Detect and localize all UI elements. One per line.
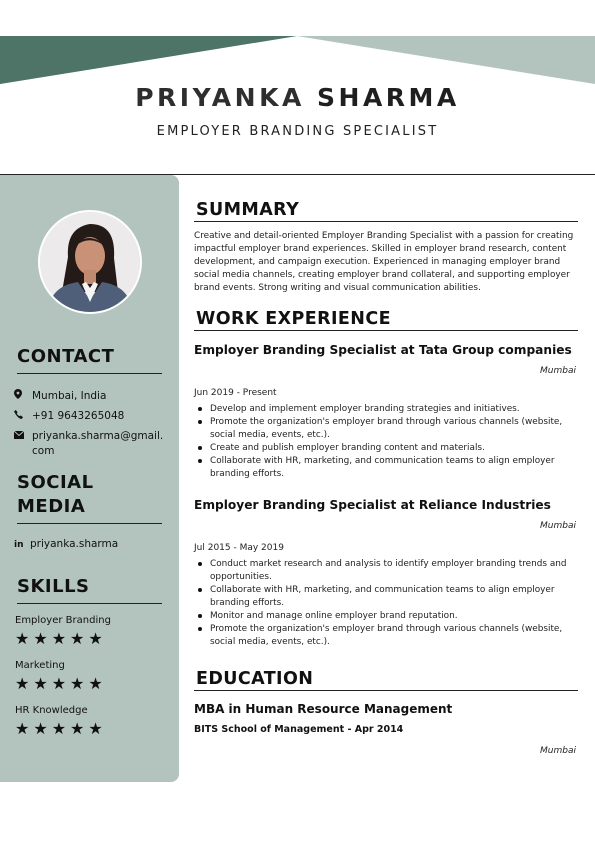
work-experience-heading: WORK EXPERIENCE bbox=[194, 309, 578, 331]
list-item: Monitor and manage online employer brand reputation. bbox=[194, 610, 578, 623]
list-item: Promote the organization's employer brand through various channels (website, social media, events, etc.). bbox=[194, 416, 578, 442]
job-duties-2 bbox=[194, 558, 578, 649]
avatar-illustration bbox=[40, 212, 140, 312]
phone-text[interactable]: +91 9643265048 bbox=[32, 410, 125, 422]
linkedin-icon: in bbox=[14, 540, 24, 550]
job-location-2: Mumbai bbox=[540, 521, 576, 531]
email-text[interactable]: priyanka.sharma@gmail.com bbox=[32, 430, 164, 457]
candidate-name bbox=[0, 83, 595, 112]
job-title-1: Employer Branding Specialist at Tata Group companies bbox=[194, 343, 572, 357]
skill-name: Marketing bbox=[15, 660, 65, 671]
education-degree: MBA in Human Resource Management bbox=[194, 702, 453, 716]
phone-icon bbox=[14, 409, 32, 424]
social-media-heading: SOCIAL MEDIA bbox=[17, 471, 162, 524]
education-location: Mumbai bbox=[540, 746, 576, 756]
list-item: Collaborate with HR, marketing, and communication teams to align employer branding efforts. bbox=[194, 584, 578, 610]
summary-text: Creative and detail-oriented Employer Branding Specialist with a passion for creating impactful employer brand experiences. Skilled in employer brand research, content development, and campaign execution. Experienced in managing employer brand social media channels, creating employer brand collateral, and supporting employer brand events. Strong writing and visual communication abilities. bbox=[194, 231, 574, 293]
contact-heading: CONTACT bbox=[17, 345, 162, 374]
job-dates-2: Jul 2015 - May 2019 bbox=[194, 543, 284, 553]
job-dates-1: Jun 2019 - Present bbox=[194, 388, 277, 398]
last-name: SHARMA bbox=[317, 83, 460, 112]
location-text: Mumbai, India bbox=[32, 390, 107, 402]
list-item: Develop and implement employer branding strategies and initiatives. bbox=[194, 403, 578, 416]
skill-name: Employer Branding bbox=[15, 615, 111, 626]
skill-rating-stars: ★★★★★ bbox=[15, 719, 107, 738]
first-name: PRIYANKA bbox=[135, 83, 305, 112]
education-heading: EDUCATION bbox=[194, 669, 578, 691]
list-item: Promote the organization's employer brand through various channels (website, social media, events, etc.). bbox=[194, 623, 578, 649]
contact-email bbox=[14, 429, 164, 459]
skill-rating-stars: ★★★★★ bbox=[15, 674, 107, 693]
skills-heading: SKILLS bbox=[17, 575, 162, 604]
job-title-2: Employer Branding Specialist at Reliance Industries bbox=[194, 498, 551, 512]
job-location-1: Mumbai bbox=[540, 366, 576, 376]
list-item: Collaborate with HR, marketing, and communication teams to align employer branding efforts. bbox=[194, 455, 578, 481]
profile-photo bbox=[38, 210, 142, 314]
job-duties-1 bbox=[194, 403, 578, 481]
skill-rating-stars: ★★★★★ bbox=[15, 629, 107, 648]
list-item: Create and publish employer branding content and materials. bbox=[194, 442, 578, 455]
header-banner bbox=[0, 36, 595, 84]
job-title: EMPLOYER BRANDING SPECIALIST bbox=[156, 124, 439, 139]
skill-name: HR Knowledge bbox=[15, 705, 88, 716]
contact-location bbox=[14, 389, 164, 404]
email-icon bbox=[14, 429, 32, 459]
education-school: BITS School of Management - Apr 2014 bbox=[194, 724, 404, 735]
list-item: Conduct market research and analysis to identify employer branding trends and opportunities. bbox=[194, 558, 578, 584]
social-linkedin bbox=[14, 537, 164, 553]
contact-phone bbox=[14, 409, 164, 424]
location-pin-icon bbox=[14, 389, 32, 404]
linkedin-handle[interactable]: priyanka.sharma bbox=[30, 538, 119, 550]
summary-heading: SUMMARY bbox=[194, 200, 578, 222]
